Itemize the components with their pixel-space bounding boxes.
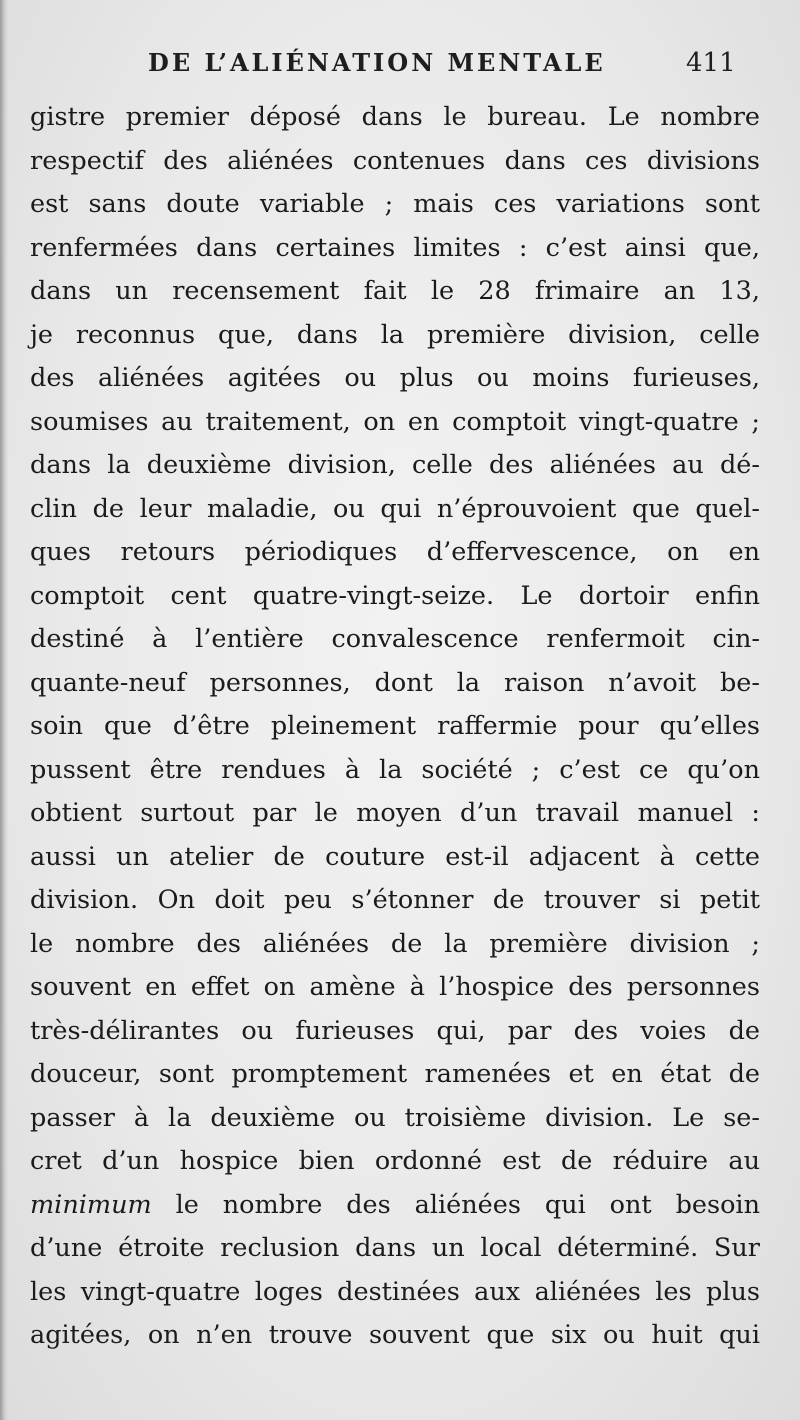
text-line: dans un recensement fait le 28 frimaire an 13, (30, 276, 760, 306)
page-edge-shadow (0, 0, 8, 1420)
running-title: DE L’ALIÉNATION MENTALE (148, 48, 606, 77)
text-line: obtient surtout par le moyen d’un travail manuel : (30, 798, 760, 828)
text-line: est sans doute variable ; mais ces variations sont (30, 189, 760, 219)
text-line: clin de leur maladie, ou qui n’éprouvoient que quel- (30, 493, 760, 524)
text-line: respectif des aliénées contenues dans ces divisions (30, 145, 760, 176)
text-line: le nombre des aliénées de la première division ; (30, 928, 760, 959)
text-line: souvent en effet on amène à l’hospice des personnes (30, 972, 760, 1002)
text-line: ques retours périodiques d’effervescence, on en (30, 537, 760, 567)
text-line (30, 1184, 760, 1228)
text-line: cret d’un hospice bien ordonné est de réduire au (30, 1146, 760, 1176)
text-line: très-délirantes ou furieuses qui, par des voies de (30, 1015, 760, 1046)
text-line: les vingt-quatre loges destinées aux aliénées les plus (30, 1276, 760, 1307)
italic-word: minimum (30, 1189, 152, 1220)
text-line: douceur, sont promptement ramenées et en état de (30, 1059, 760, 1089)
text-line: soin que d’être pleinement raffermie pour qu’elles (30, 711, 760, 741)
text-line: aussi un atelier de couture est-il adjacent à cette (30, 841, 760, 872)
text-line: des aliénées agitées ou plus ou moins furieuses, (30, 363, 760, 393)
text-line: gistre premier déposé dans le bureau. Le nombre (30, 102, 760, 132)
text-line: comptoit cent quatre-vingt-seize. Le dortoir enfin (30, 580, 760, 611)
text-line: renfermées dans certaines limites : c’est ainsi que, (30, 232, 760, 263)
text-line: dans la deuxième division, celle des aliénées au dé- (30, 450, 760, 480)
text-line: quante-neuf personnes, dont la raison n’avoit be- (30, 667, 760, 698)
text-line: division. On doit peu s’étonner de trouver si petit (30, 885, 760, 915)
text-line: agitées, on n’en trouve souvent que six ou huit qui (30, 1320, 760, 1350)
page-number: 411 (686, 48, 736, 78)
text-line: destiné à l’entière convalescence renfermoit cin- (30, 624, 760, 654)
text-line: soumises au traitement, on en comptoit vingt-quatre ; (30, 406, 760, 437)
text-line: pussent être rendues à la société ; c’est ce qu’on (30, 754, 760, 785)
body-text (30, 96, 760, 1358)
text-line: je reconnus que, dans la première division, celle (30, 319, 760, 350)
text-line-rest: le nombre des aliénées qui ont besoin (151, 1189, 760, 1220)
text-line: d’une étroite reclusion dans un local déterminé. Sur (30, 1233, 760, 1263)
text-line: passer à la deuxième ou troisième division. Le se- (30, 1102, 760, 1133)
running-head (0, 40, 800, 90)
